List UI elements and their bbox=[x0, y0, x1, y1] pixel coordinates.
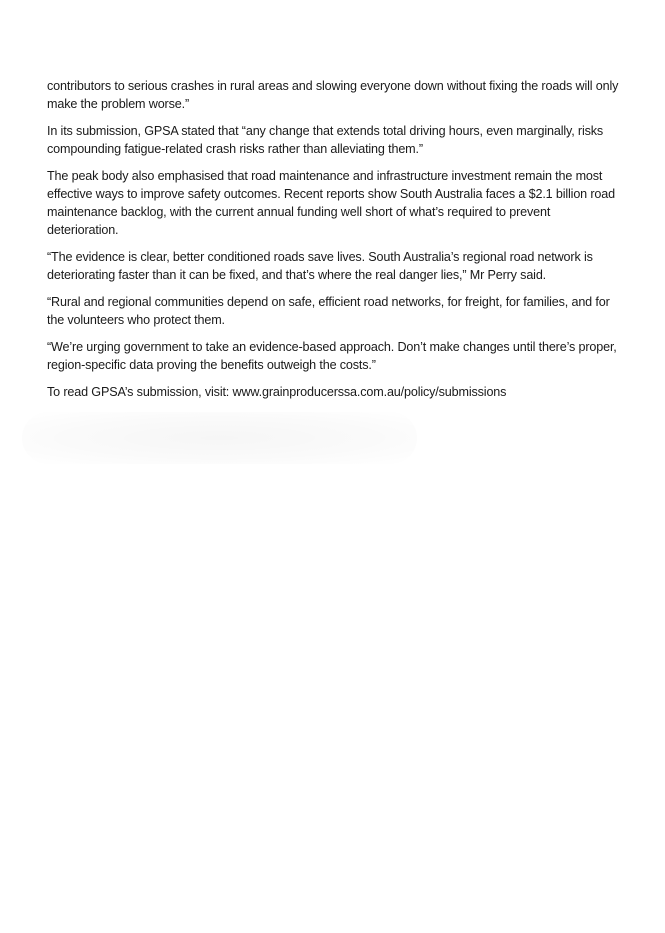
paragraph-evidence-based-approach: “We’re urging government to take an evidence-based approach. Don’t make changes until there’s proper, region-specific data proving the benefits outweigh the costs.” bbox=[47, 340, 617, 372]
faint-shadow-artifact bbox=[22, 412, 417, 464]
document-body bbox=[47, 77, 619, 410]
submission-link-prefix: To read GPSA’s submission, visit: bbox=[47, 385, 233, 399]
paragraph-road-maintenance: The peak body also emphasised that road maintenance and infrastructure investment remain the most effective ways to improve safety outcomes. Recent reports show South Australia faces a $2.1 billion road maintenance backlog, with the current annual funding well short of what’s required to prevent deterioration. bbox=[47, 169, 615, 237]
paragraph-submission-link bbox=[47, 383, 619, 401]
paragraph-rural-communities: “Rural and regional communities depend on safe, efficient road networks, for freight, for families, and for the volunteers who protect them. bbox=[47, 295, 610, 327]
paragraph-evidence-quote: “The evidence is clear, better conditioned roads save lives. South Australia’s regional road network is deteriorating faster than it can be fixed, and that’s where the real danger lies,” Mr Perry said. bbox=[47, 250, 593, 282]
submission-url-link[interactable]: www.grainproducerssa.com.au/policy/submissions bbox=[232, 385, 507, 399]
paragraph-gpsa-submission: In its submission, GPSA stated that “any change that extends total driving hours, even marginally, risks compounding fatigue-related crash risks rather than alleviating them.” bbox=[47, 124, 604, 156]
paragraph-crash-contributors: contributors to serious crashes in rural areas and slowing everyone down without fixing the roads will only make the problem worse.” bbox=[47, 79, 619, 111]
